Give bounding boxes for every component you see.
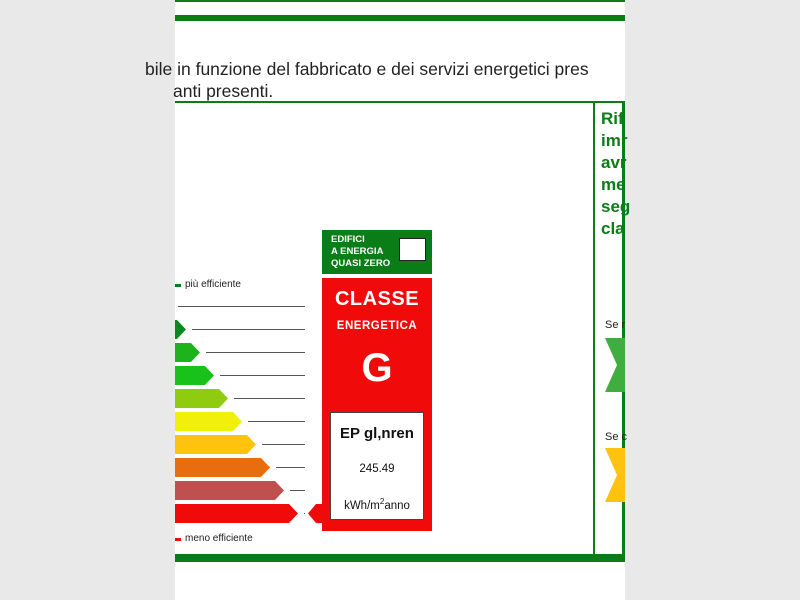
scale-bar [175,343,200,362]
scale-bar [175,458,270,477]
right-line: cla [601,219,625,238]
ep-unit-base: kWh/m [344,499,380,512]
nzeb-box [322,230,432,274]
nzeb-checkbox [399,238,426,261]
ep-box [330,412,424,520]
right-note-2: Se c [605,431,628,443]
right-line: seg [601,197,631,216]
current-class-pointer [308,504,322,523]
legend-bottom-label: meno efficiente [185,533,253,544]
ep-label: EP gl,nren [340,425,414,442]
class-title: CLASSE [334,288,420,310]
scale-bar [175,435,256,454]
panel-divider [593,101,595,556]
legend-top-label: più efficiente [185,279,241,290]
right-line: Rif [601,109,624,128]
intro-line-2: anti presenti. [173,81,274,101]
ep-value: 245.49 [359,463,395,475]
scale-bar [175,481,284,500]
right-line: me [601,175,626,194]
ep-unit-tail: anno [384,499,410,512]
scale-bar [175,504,298,523]
nzeb-line-2: A ENERGIA [331,246,384,257]
nzeb-line-1: EDIFICI [331,234,365,245]
energy-scale [175,0,325,600]
scale-bar [175,412,242,431]
right-note-1: Se r [605,319,626,331]
ep-unit-sup: 2 [379,497,385,506]
scale-bar [175,366,214,385]
intro-line-1: bile in funzione del fabbricato e dei servizi energetici pres [145,59,589,79]
scale-bar [175,389,228,408]
ep-unit [331,497,423,512]
scale-bar [175,320,186,339]
right-panel-text [601,108,630,240]
right-line: imr [601,131,628,150]
class-subtitle: ENERGETICA [336,320,418,332]
class-letter: G [361,346,393,390]
document-page [145,0,631,600]
nzeb-label [331,234,390,270]
energy-class-panel [322,278,432,531]
right-line: avr [601,153,627,172]
nzeb-line-3: QUASI ZERO [331,258,391,269]
